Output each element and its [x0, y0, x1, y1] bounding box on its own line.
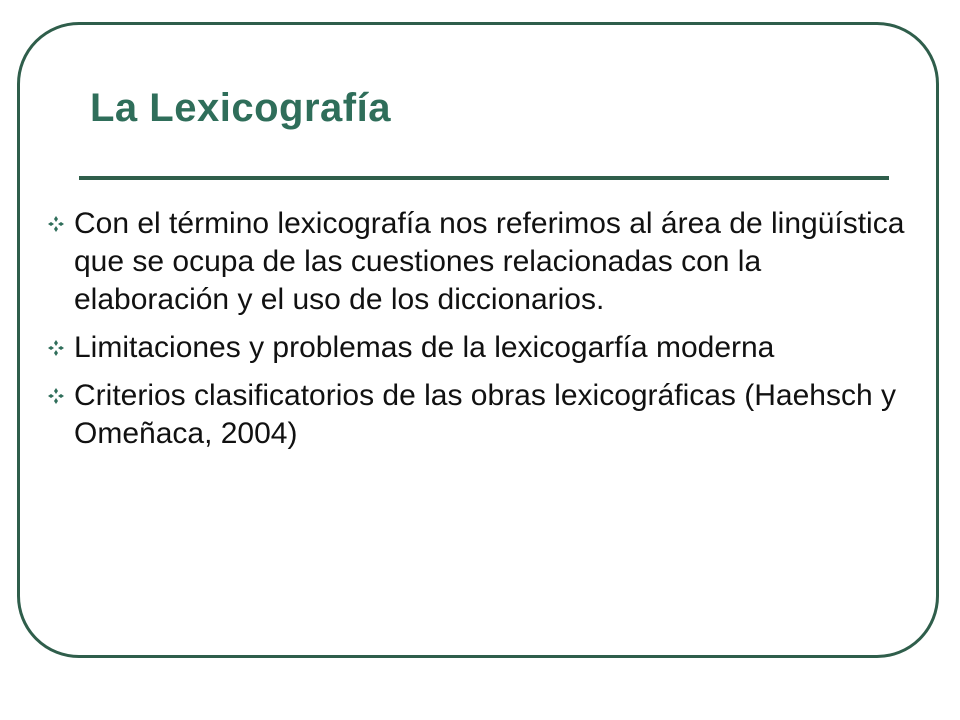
bullet-text: Criterios clasificatorios de las obras lexicográficas (Haehsch y Omeñaca, 2004) — [74, 379, 896, 450]
bullet-item — [48, 205, 908, 319]
bullet-text: Limitaciones y problemas de la lexicogarfía moderna — [74, 331, 775, 364]
slide-title: La Lexicografía — [90, 86, 391, 130]
diamond-bullet-icon — [48, 340, 64, 356]
bullet-text: Con el término lexicografía nos referimos al área de lingüística que se ocupa de las cuestiones relacionadas con la elaboración y el uso de los diccionarios. — [74, 207, 905, 316]
bullet-item — [48, 377, 908, 453]
diamond-bullet-icon — [48, 388, 64, 404]
title-divider — [79, 176, 889, 180]
diamond-bullet-icon — [48, 216, 64, 232]
bullet-list — [48, 205, 908, 463]
bullet-item — [48, 329, 908, 367]
